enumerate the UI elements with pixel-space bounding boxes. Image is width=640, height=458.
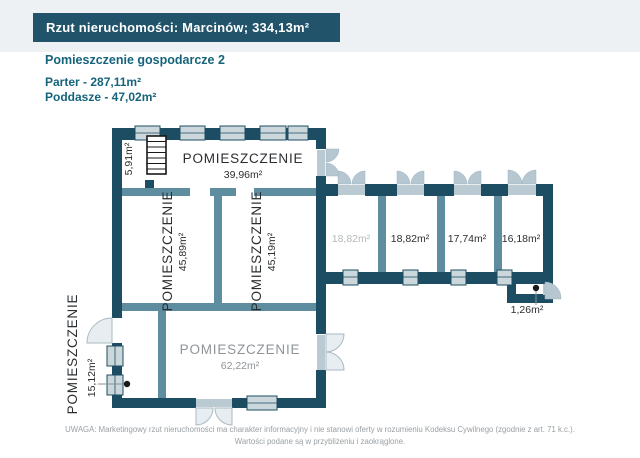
window — [403, 270, 418, 285]
door-arc — [522, 170, 536, 184]
wall — [214, 196, 222, 303]
room-area-label: 1,26m² — [510, 304, 544, 316]
room-area-label: 18,82m² — [390, 233, 430, 245]
door-arc — [326, 352, 344, 370]
wall — [122, 303, 316, 311]
door-arc — [352, 171, 365, 184]
door-arc — [397, 171, 410, 184]
door-arc — [326, 149, 339, 162]
wall — [232, 398, 326, 408]
wall — [316, 184, 338, 196]
wall — [365, 184, 397, 196]
wall — [424, 184, 454, 196]
door-leaf — [454, 185, 481, 195]
door-arc — [87, 318, 112, 343]
room-area-label: 39,96m² — [223, 169, 263, 181]
room-area-label: 5,91m² — [123, 142, 135, 176]
door-leaf — [338, 185, 365, 195]
room-name-label: POMIESZCZENIE — [249, 190, 264, 312]
disclaimer-line-1: UWAGA: Marketingowy rzut nieruchomości ma charakter informacyjny i nie stanowi oferty w rozumieniu Kodeksu Cywilnego (zgodnie z art. 71 k.c.). — [65, 425, 575, 434]
stairs-icon — [147, 136, 166, 174]
door-leaf — [317, 335, 325, 370]
wall — [145, 180, 154, 188]
room-area-label: 62,22m² — [220, 360, 260, 372]
window — [451, 270, 466, 285]
door-arc — [508, 170, 522, 184]
floor-ground-area: Parter - 287,11m² — [45, 75, 142, 89]
area-callout-dot — [533, 285, 539, 291]
door-arc — [411, 171, 424, 184]
door-arc — [196, 408, 213, 425]
room-name-label: POMIESZCZENIE — [65, 293, 80, 415]
wall — [481, 184, 508, 196]
door-arc — [326, 334, 344, 352]
window — [343, 270, 358, 285]
wall — [378, 196, 386, 272]
room-area-label: 17,74m² — [447, 233, 487, 245]
door-arc — [338, 171, 351, 184]
disclaimer — [20, 424, 620, 449]
wall — [437, 196, 445, 272]
wall — [210, 188, 236, 196]
room-area-label: 18,82m² — [331, 233, 371, 245]
property-name: Pomieszczenie gospodarcze 2 — [45, 53, 225, 67]
area-callout-dot — [124, 381, 130, 387]
window — [497, 270, 512, 285]
page-title: Rzut nieruchomości: Marcinów; 334,13m² — [46, 20, 310, 35]
room-name-label: POMIESZCZENIE — [182, 151, 304, 166]
room-area-label: 45,19m² — [266, 232, 278, 272]
door-leaf — [196, 399, 232, 407]
door-arc — [468, 171, 481, 184]
door-arc — [454, 171, 467, 184]
wall — [112, 128, 122, 318]
wall — [316, 176, 326, 334]
wall — [112, 398, 196, 408]
room-area-label: 16,18m² — [501, 233, 541, 245]
disclaimer-line-2: Wartości podane są w przybliżeniu i zaokrąglone. — [234, 437, 406, 447]
door-leaf — [317, 150, 325, 176]
door-leaf — [508, 185, 536, 195]
wall — [316, 128, 326, 149]
wall — [543, 184, 553, 284]
door-arc — [215, 408, 232, 425]
room-area-label: 45,89m² — [177, 232, 189, 272]
room-name-label: POMIESZCZENIE — [179, 342, 301, 357]
door-arc — [326, 163, 339, 176]
wall — [158, 311, 166, 398]
floor-attic-area: Poddasze - 47,02m² — [45, 90, 157, 104]
wall — [122, 188, 190, 196]
interior-walls — [122, 188, 502, 398]
door-arc — [545, 282, 561, 299]
room-area-label: 15,12m² — [86, 358, 98, 398]
room-name-label: POMIESZCZENIE — [160, 190, 175, 312]
door-leaf — [397, 185, 424, 195]
